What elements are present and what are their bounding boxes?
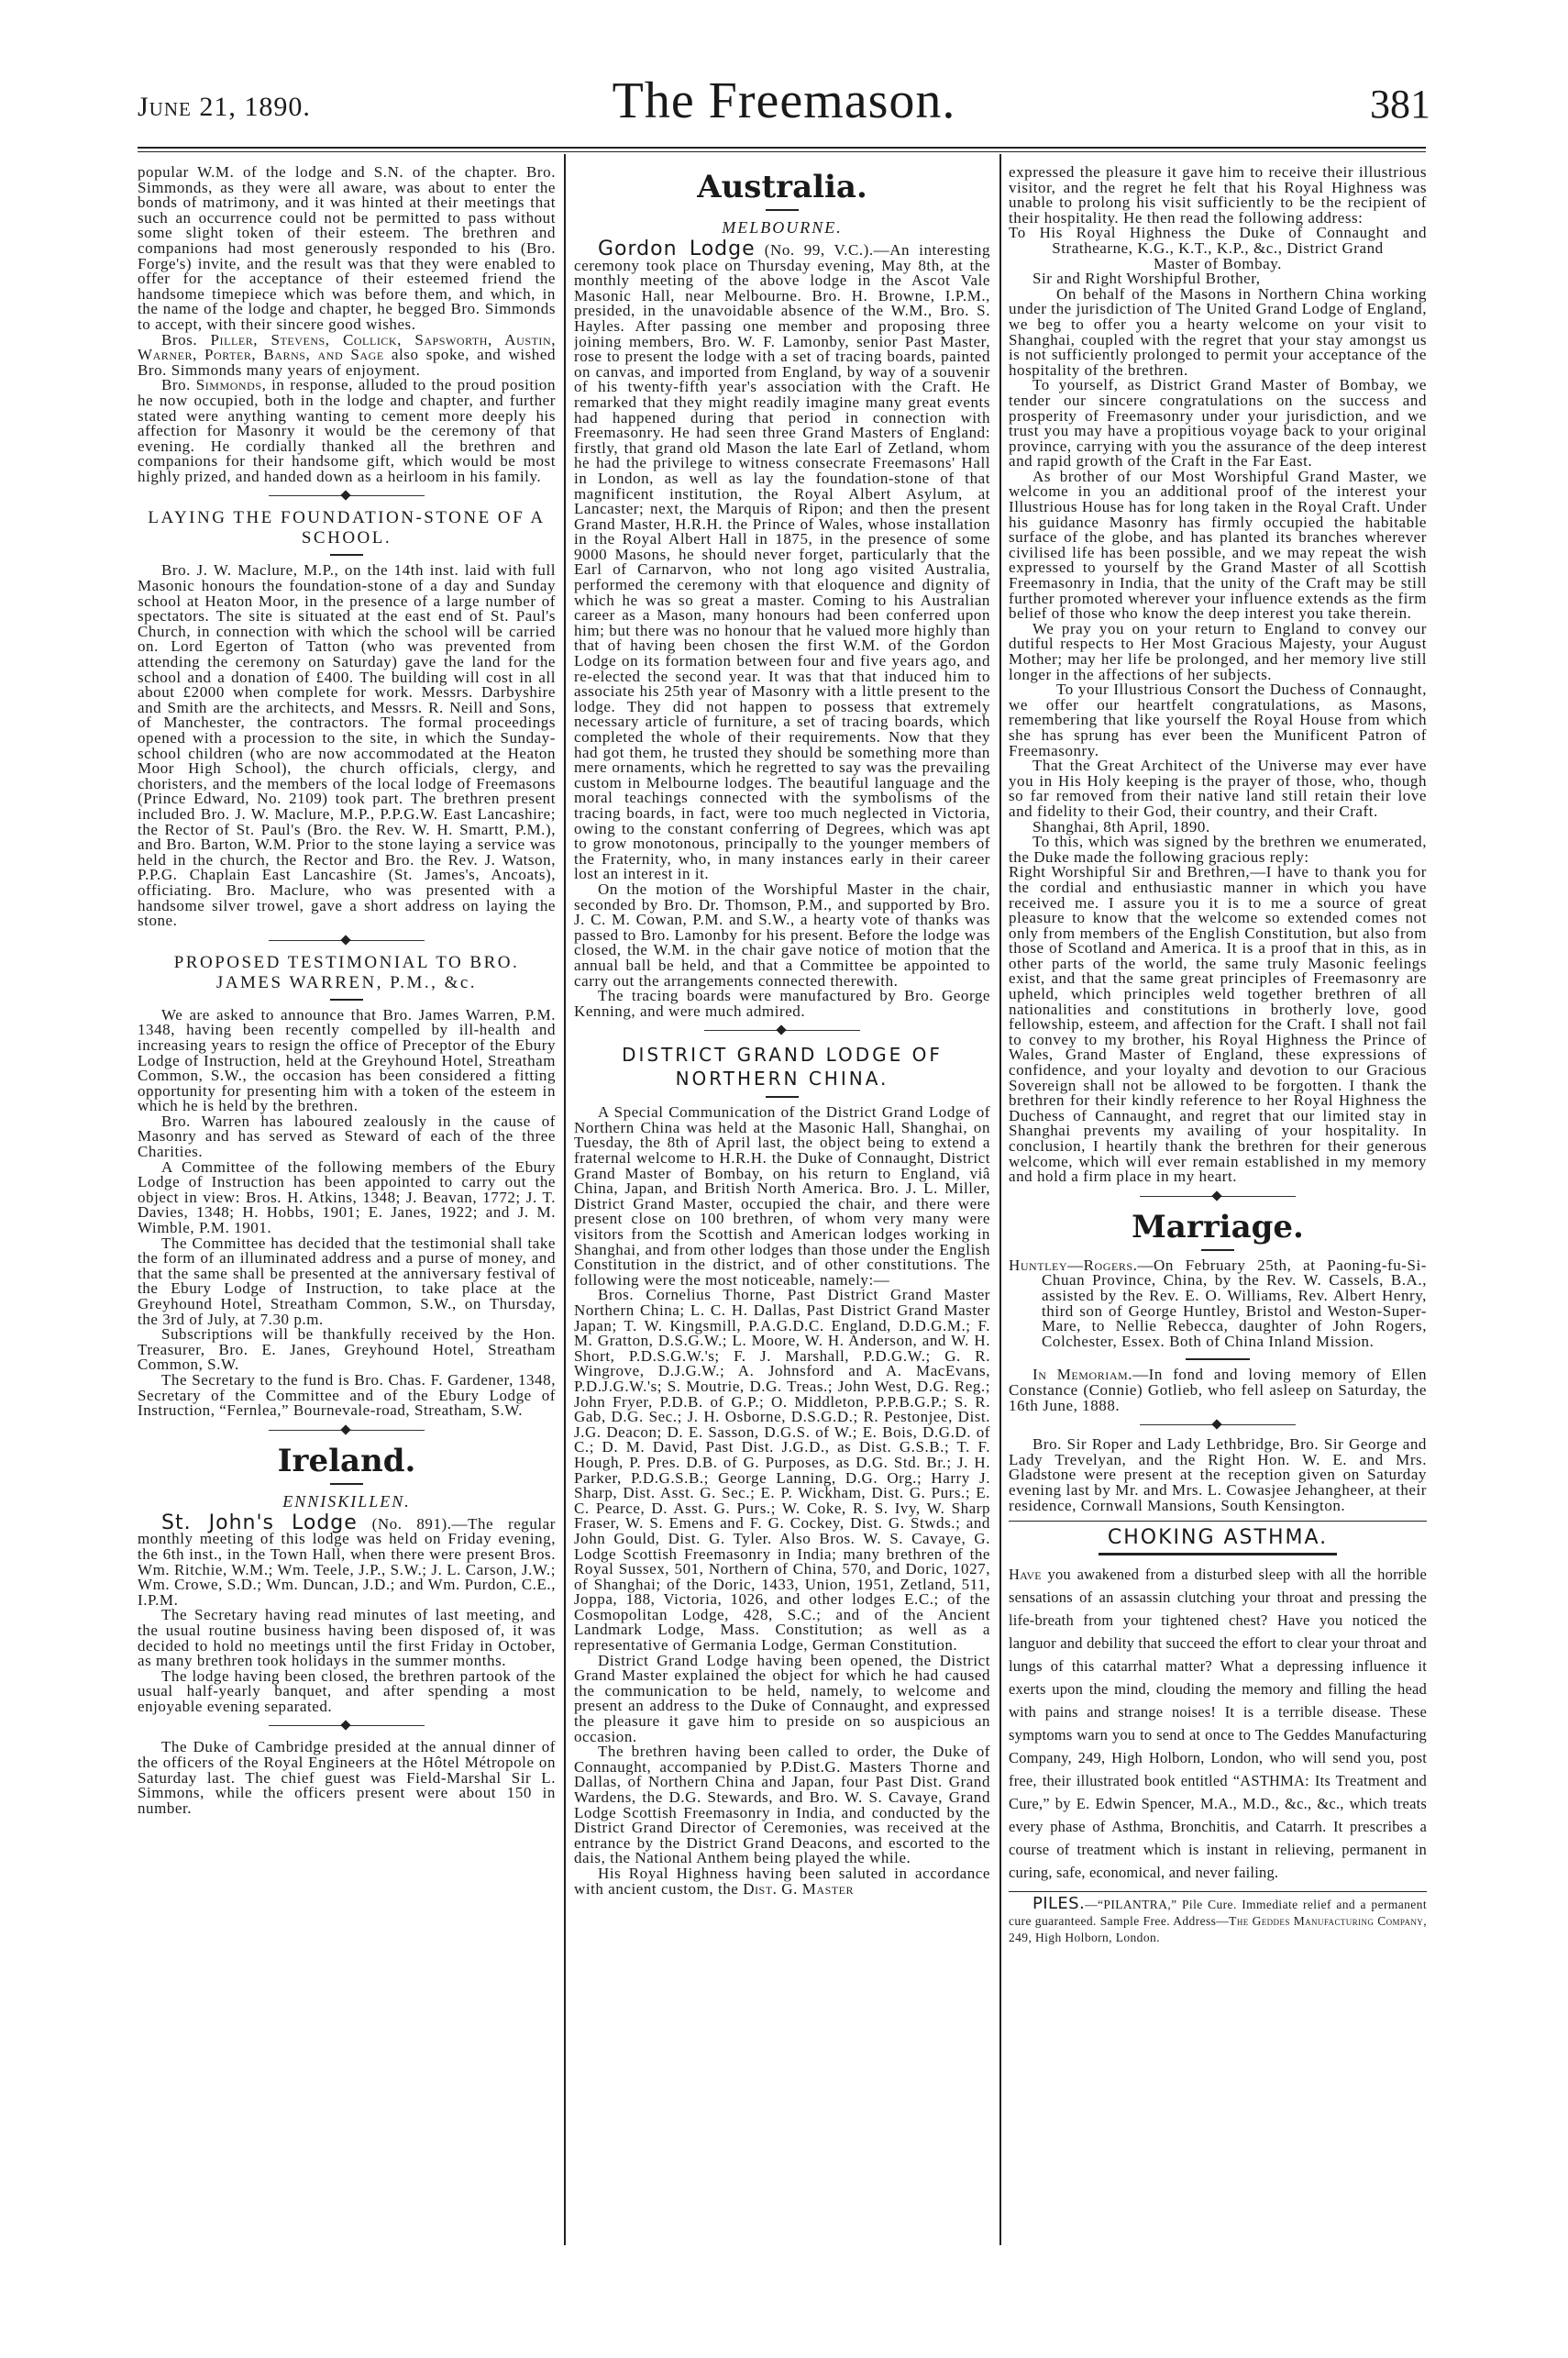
paragraph: Bro. J. W. Maclure, M.P., on the 14th inst. laid with full Masonic honours the foundation-stone of a day and Sunday school at Heaton Moor, in the presence of a large number of spectators. The site is situated at the east end of St. Paul's Church, in connection with which the school will be carried on. Lord Egerton of Tatton (who was prevented from attending the ceremony on Saturday) gave the land for the school and a donation of £400. The building will cost in all about £2000 when complete for work. Messrs. Darbyshire and Smith are the architects, and Messrs. R. Neill and Sons, of Manchester, the contractors. The formal proceedings opened with a procession to the site, in which the Sunday-school children (who are now accommodated at the Heaton Moor High School), the church officials, clergy, and choristers, and the members of the local lodge of Freemasons (Prince Edward, No. 2109) took part. The brethren present included Bro. J. W. Maclure, M.P., P.P.G.W. East Lancashire; the Rector of St. Paul's (Bro. the Rev. W. H. Smartt, P.M.), and Bro. Barton, W.M. Prior to the stone laying a service was held in the church, the Rector and Bro. the Rev. J. Watson, P.P.G. Chaplain East Lancashire (St. James's, Ancoats), officiating. Bro. Maclure, who was presented with a handsome silver trowel, gave a short address on laying the stone. — [138, 561, 556, 930]
heading-rule — [330, 999, 363, 1001]
paragraph: As brother of our Most Worshipful Grand Master, we welcome in you an additional proof of the interest your Illustrious House has for long taken in the Royal Craft. Under his guidance Masonry has firmly occupied the habitable surface of the globe, and has planted its branches wherever civilised life has been possible, and we may repeat the wish expressed to yourself by the Grand Master of all Scottish Freemasonry in India, that the unity of the Craft may be still further promoted wherever your influence extends as the firm belief of those who know the deep interest you take therein. — [1009, 467, 1427, 623]
paragraph: The Secretary having read minutes of last meeting, and the usual routine business having been disposed of, it was decided to hold no meetings until the first Friday in October, as many brethren took holidays in the summer months. — [138, 1606, 556, 1670]
heading-rule — [1201, 1249, 1234, 1251]
lead-smallcaps: Have — [1009, 1566, 1042, 1584]
text: (No. 99, V.C.).—An interesting ceremony took place on Thursday evening, May 8th, at the monthly meeting of the above lodge in the Ascot Vale Masonic Hall, near Melbourne. Bro. H. Browne, I.P.M., presided, in the unavoidable absence of the W.M., Bro. S. Hayles. After passing one member and proposing three joining members, Bro. W. F. Lamonby, senior Past Master, rose to present the lodge with a set of tracing boards, painted on canvas, and imported from England, by way of a souvenir of his twenty-fifth year's association with the Craft. He remarked that they might readily imagine many great events had happened during that period in connection with Freemasonry. He had seen three Grand Masters of England: firstly, that grand old Mason the late Earl of Zetland, whom he had the privilege to witness consecrate Freemasons' Hall in London, as well as lay the foundation-stone of that magnificent institution, the Royal Albert Asylum, at Lancaster; next, the Marquis of Ripon; and then the present Grand Master, H.R.H. the Prince of Wales, whose installation in the Royal Albert Hall in 1875, in the presence of some 9000 Masons, he should never forget, particularly that the Earl of Carnarvon, who not long ago visited Australia, performed the ceremony with that eloquence and dignity of which he was so great a master. Coming to his Australian career as a Mason, many honours had been conferred upon him; but there was no honour that he valued more highly than that of having been chosen the first W.M. of the Gordon Lodge on its formation between four and five years ago, and re-elected the second year. It was that that induced him to associate his 25th year of Masonry with a little present to the lodge. They did not happen to possess that extremely necessary article of furniture, a set of tracing boards, which completed the whole of their requirements. Now that they had got them, he trusted they should be something more than mere ornaments, which he regretted to say was the prevailing custom in Melbourne lodges. The beautiful language and the moral teachings connected with the symbolisms of the tracing boards, in fact, were too much neglected in Victoria, owing to the constant conferring of Degrees, which was apt to grow monotonous, principally to the younger members of the Fraternity, who, in many instances early in their career lost an interest in it. — [574, 241, 990, 883]
text: also spoke, and wished Bro. Simmonds many years of enjoyment. — [138, 346, 556, 379]
section-divider — [269, 488, 425, 503]
address-date: Shanghai, 8th April, 1890. — [1032, 817, 1210, 836]
heading-rule — [330, 554, 363, 556]
column-right — [1009, 165, 1427, 2247]
paragraph: Right Worshipful Sir and Brethren,—I have to thank you for the cordial and enthusiastic manner in which you have received me. I assure you it is to me a source of great pleasure to know that the welcome so extended comes not only from members of the English Constitution, but also from those of Scotland and America. It is a proof that in this, as in other parts of the world, the same truly Masonic feelings exist, and that the same great principles of Freemasonry are upheld, which principles weld together brethren of all nationalities and constitutions in brotherly love, good fellowship, esteem, and affection for the Craft. I shall not fail to convey to my brother, his Royal Highness the Prince of Wales, Grand Master of England, these expressions of confidence, and your loyalty and devotion to our Gracious Sovereign shall not be allowed to be forgotten. I thank the brethren for their kindly reference to her Royal Highness the Duchess of Cannaught, and regret that our limited stay in Shanghai prevents my availing of your hospitality. In conclusion, I heartily thank the brethren for their generous welcome, which will ever remain established in my memory and hold a firm place in my heart. — [1009, 863, 1427, 1186]
text: —On February 25th, at Paoning-fu-Si-Chuan Province, China, by the Rev. W. Cassels, B.A., assisted by the Rev. E. O. Williams, Rev. Albert Henry, third son of George Huntley, Bristol and Weston-Super-Mare, to Nellie Rebecca, daughter of John Rogers, Colchester, Essex. Both of China Inland Mission. — [1042, 1256, 1427, 1350]
section-divider — [704, 1023, 860, 1037]
paragraph: The brethren having been called to order, the Duke of Connaught, accompanied by P.Dist.G. Masters Thorne and Dallas, of Northern China and Japan, four Past Dist. Grand Wardens, the D.G. Stewards, and Bro. W. S. Cavaye, Grand Lodge Scottish Freemasonry in India, and conducted by the District Grand Director of Ceremonies, was received at the entrance by the District Grand Deacons, and escorted to the dais, the National Anthem being played the while. — [574, 1743, 990, 1867]
paragraph: A Committee of the following members of the Ebury Lodge of Instruction has been appointed to carry out the object in view: Bros. H. Atkins, 1348; J. Beavan, 1772; J. T. Davies, 1348; H. Hobbs, 1901; E. Janes, 1922; and J. M. Wimble, P.M. 1901. — [138, 1157, 556, 1237]
names-smallcaps: Piller, Stevens, Collick, Sapsworth, Austin, Warner, Porter, Barns, and Sage — [138, 330, 556, 364]
column-rule — [999, 154, 1001, 2245]
marriage-notice — [1009, 1258, 1427, 1350]
advert-heading: CHOKING ASTHMA. — [1099, 1525, 1337, 1555]
section-divider — [1140, 1189, 1296, 1203]
masthead-title: The Freemason. — [612, 72, 956, 129]
section-divider — [1140, 1417, 1296, 1432]
text: Bro. — [161, 376, 196, 394]
text: —In fond and loving memory of Ellen Constance (Connie) Gotlieb, who fell asleep on Saturday, the 16th June, 1888. — [1009, 1366, 1427, 1414]
paragraph: On behalf of the Masons in Northern China working under the jurisdiction of The United Grand Lodge of England, we beg to offer you a hearty welcome on your visit to Shanghai, coupled with the regret that your stay amongst us is not sufficiently prolonged to permit your acceptance of the hospitality of the brethren. — [1009, 284, 1427, 379]
paragraph — [138, 378, 556, 484]
paragraph: Bro. Warren has laboured zealously in the cause of Masonry and has served as Steward of each of the three Charities. — [138, 1112, 556, 1161]
heading-rule — [330, 1483, 363, 1485]
paragraph — [574, 238, 990, 883]
paragraph: District Grand Lodge having been opened, the District Grand Master explained the object for which he had caused the communication to be held, namely, to welcome and present an address to the Duke of Connaught, and expressed the pleasure it gave him to preside on so auspicious an occasion. — [574, 1651, 990, 1745]
paragraph: To yourself, as District Grand Master of Bombay, we tender our sincere congratulations on the success and prosperity of Freemasonry under your jurisdiction, and we trust you may have a propitious voyage back to your original province, carrying with you the assurance of the deep interest and rapid growth of the Craft in the Far East. — [1009, 376, 1427, 470]
text: , 249, High Holborn, London. — [1009, 1914, 1427, 1945]
paragraph: The Duke of Cambridge presided at the annual dinner of the officers of the Royal Engineers at the Hôtel Métropole on Saturday last. The chief guest was Field-Marshal Sir L. Simmons, while the officers present were about 150 in number. — [138, 1738, 556, 1817]
paragraph — [138, 1511, 556, 1609]
text: you awakened from a disturbed sleep with all the horrible sensations of an assassin clutching your throat and pressing the life-breath from your tightened chest? Have you noticed the languor and debility that succeed the effort to clear your throat and lungs of this catarrhal matter? What a depressing influence it exerts upon the mind, clouding the memory and filling the head with pains and strange noises! It is a terrible disease. These symptoms warn you to send at once to The Geddes Manufacturing Company, 249, High Holborn, London, who will send you, post free, their illustrated book entitled “ASTHMA: Its Treatment and Cure,” by E. Edwin Spencer, M.A., M.D., &c., &c., which treats every phase of Asthma, Bronchitis, and Catarrh. It prescribes a course of treatment which is instant in relieving, permanent in curing, safe, economical, and never failing. — [1009, 1566, 1427, 1882]
paragraph: The Secretary to the fund is Bro. Chas. F. Gardener, 1348, Secretary of the Committee and of the Ebury Lodge of Instruction, “Fernlea,” Bournevale-road, Streatham, S.W. — [138, 1370, 556, 1420]
column-left — [138, 165, 556, 2247]
address-recipient: Strathearne, K.G., K.T., K.P., &c., District Grand — [1052, 238, 1384, 257]
paragraph: A Special Communication of the District Grand Lodge of Northern China was held at the Masonic Hall, Shanghai, on Tuesday, the 8th of April last, the object being to extend a fraternal welcome to H.R.H. the Duke of Connaught, District Grand Master of Bombay, on his return to England, viâ China, Japan, and British North America. Bro. J. L. Miller, District Grand Master, occupied the chair, and there were present close on 100 brethren, of whom very many were visitors from the Scottish and American lodges working in Shanghai, and from other lodges than those under the English Constitution in the district, and of other constitutions. The following were the most noticeable, namely:— — [574, 1103, 990, 1289]
text: (No. 891).—The regular monthly meeting of this lodge was held on Friday evening, the 6th inst., in the Town Hall, when there were present Bros. Wm. Ritchie, W.M.; Wm. Teele, J.P., S.W.; J. L. Carson, J.W.; Wm. Crowe, S.D.; Wm. Duncan, J.D.; and Wm. Purdon, C.E., I.P.M. — [138, 1514, 556, 1609]
page-number: 381 — [1370, 82, 1430, 127]
column-middle — [574, 165, 990, 2247]
advert-rule — [1009, 1891, 1427, 1892]
paragraph: The lodge having been closed, the brethren partook of the usual half-yearly banquet, and after spending a most enjoyable evening separated. — [138, 1666, 556, 1715]
paragraph: Bro. Sir Roper and Lady Lethbridge, Bro. Sir George and Lady Trevelyan, and the Right Hon. W. E. and Mrs. Gladstone were present at the reception given on Saturday evening last by Mr. and Mrs. L. Cowasjee Jehangheer, at their residence, Cornwall Mansions, South Kensington. — [1009, 1435, 1427, 1514]
place-subheading: MELBOURNE. — [722, 218, 843, 237]
section-divider — [269, 1718, 425, 1733]
paragraph: The Committee has decided that the testimonial shall take the form of an illuminated address and a purse of money, and that the same shall be presented at the anniversary festival of the Ebury Lodge of Instruction, to take place at the Greyhound Hotel, Streatham Common, S.W., on Thursday, the 3rd of July, at 7.30 p.m. — [138, 1234, 556, 1328]
article-heading: DISTRICT GRAND LODGE OF NORTHERN CHINA. — [622, 1044, 943, 1090]
names-smallcaps: Huntley—Rogers. — [1009, 1256, 1138, 1274]
text: Bros. — [161, 330, 211, 349]
paragraph: To this, which was signed by the brethren we enumerated, the Duke made the following gracious reply: — [1009, 833, 1427, 866]
memoriam-notice — [1009, 1367, 1427, 1413]
advert-body — [1009, 1563, 1427, 1884]
header-rule — [138, 147, 1426, 152]
paragraph: To your Illustrious Consort the Duchess of Connaught, we offer our heartfelt congratulations, as Masons, remembering that like yourself the Royal House from which she has sprung has ever been the Munificent Patron of Freemasonry. — [1009, 681, 1427, 759]
advert-lead: PILES. — [1032, 1894, 1086, 1914]
issue-date: June 21, 1890. — [138, 92, 311, 122]
advert-rule — [1009, 1521, 1427, 1522]
paragraph: Subscriptions will be thankfully received by the Hon. Treasurer, Bro. E. Janes, Greyhound Hotel, Streatham Common, S.W. — [138, 1325, 556, 1374]
article-heading: PROPOSED TESTIMONIAL TO BRO. JAMES WARREN, P.M., &c. — [173, 952, 520, 992]
name-smallcaps: Simmonds — [195, 376, 262, 394]
paragraph — [138, 330, 556, 379]
article-heading: LAYING THE FOUNDATION-STONE OF A SCHOOL. — [148, 508, 546, 548]
address-recipient: To His Royal Highness the Duke of Connaught and — [1009, 224, 1427, 242]
salutation: Sir and Right Worshipful Brother, — [1032, 270, 1261, 288]
paragraph: We pray you on your return to England to convey our dutiful respects to Her Most Gracious Majesty, your August Mother; may her life be prolonged, and her memory live still longer in the affections of her subjects. — [1009, 619, 1427, 683]
text: —“PILANTRA,” Pile Cure. Immediate relief and a permanent cure guaranteed. Sample Free. Address— — [1009, 1898, 1427, 1929]
heading-rule — [766, 209, 799, 211]
heading-rule — [766, 1096, 799, 1098]
label-smallcaps: In Memoriam. — [1032, 1366, 1133, 1384]
section-divider — [269, 933, 425, 947]
text: , in response, alluded to the proud position he now occupied, both in the lodge and chapter, and further stated were anything wanting to cement more deeply his affection for Masonry it would be the ceremony of that evening. He cordially thanked all the brethren and companions for their handsome gift, which would be most highly prized, and handed down as a heirloom in his family. — [138, 376, 556, 485]
paragraph: We are asked to announce that Bro. James Warren, P.M. 1348, having been recently compelled by ill-health and increasing years to resign the office of Preceptor of the Ebury Lodge of Instruction, held at the Greyhound Hotel, Streatham Common, S.W., the occasion has been considered a fitting opportunity for presenting him with a token of the esteem in which he is held by the brethren. — [138, 1005, 556, 1115]
address-recipient: Master of Bombay. — [1154, 254, 1282, 272]
text: His Royal Highness having been saluted in accordance with ancient custom, the — [574, 1864, 990, 1898]
paragraph: popular W.M. of the lodge and S.N. of the chapter. Bro. Simmonds, as they were all aware, was about to enter the bonds of matrimony, and it was hinted at their meetings that such an occurrence could not be permitted to pass without some slight token of their esteem. The brethren and companions had most generously responded to his (Bro. Forge's) invite, and the result was that they were enabled to offer for the acceptance of their esteemed friend the handsome timepiece which was before them, and which, in the name of the lodge and chapter, he begged Bro. Simmonds to accept, with their sincere good wishes. — [138, 165, 556, 333]
title-smallcaps: Dist. G. Master — [743, 1879, 855, 1898]
paragraph: That the Great Architect of the Universe may ever have you in His Holy keeping is the prayer of those, who, though so far removed from their native land still retain their love and fidelity to their God, their country, and their Craft. — [1009, 757, 1427, 820]
paragraph — [574, 1866, 990, 1897]
column-rule — [564, 154, 566, 2245]
paragraph: On the motion of the Worshipful Master in the chair, seconded by Bro. Dr. Thomson, P.M., and supported by Bro. J. C. M. Cowan, P.M. and S.W., a hearty vote of thanks was passed to Bro. Lamonby for his present. Before the lodge was closed, the W.M. in the chair gave notice of motion that the annual ball be held, and that a Committee be appointed to carry out the arrangements connected therewith. — [574, 880, 990, 990]
section-heading: Ireland. — [277, 1442, 416, 1479]
notice-rule — [1186, 1358, 1250, 1360]
place-subheading: ENNISKILLEN. — [282, 1491, 411, 1511]
company-smallcaps: The Geddes Manufacturing Company — [1229, 1914, 1424, 1929]
section-heading: Australia. — [697, 169, 867, 205]
lodge-name: Gordon Lodge — [598, 238, 756, 260]
lodge-name: St. John's Lodge — [161, 1511, 358, 1534]
section-divider — [269, 1423, 425, 1437]
section-heading: Marriage. — [1132, 1208, 1304, 1245]
paragraph: The tracing boards were manufactured by Bro. George Kenning, and were much admired. — [574, 987, 990, 1020]
advert-piles — [1009, 1896, 1427, 1946]
paragraph: Bros. Cornelius Thorne, Past District Grand Master Northern China; L. C. H. Dallas, Past District Grand Master Japan; T. W. Kingsmill, P.A.G.D.C. England, D.D.G.M.; F. M. Gratton, D.S.G.W.; L. Moore, W. H. Anderson, and W. H. Short, P.D.S.G.W.'s; F. J. Marshall, P.D.G.W.; G. R. Wingrove, D.J.G.W.; A. Johnsford and A. MacEvans, P.D.J.G.W.'s; S. Moutrie, D.G. Treas.; John West, D.G. Reg.; John Fryer, P.D.B. of G.P.; O. Middleton, P.P.B.G.P.; S. R. Gab, D.G. Sec.; J. H. Osborne, D.S.G.D.; R. Pestonjee, Dist. J.G. Deacon; D. E. Sasson, D.G.S. of W.; E. Bois, D.G.D. of C.; D. M. David, Past Dist. J.G.D., as Dist. G.S.B.; T. F. Hough, P. Pres. D.B. of G. Purposes, as D.G. Std. Br.; J. H. Parker, P.D.G.S.B.; George Lanning, D.G. Org.; Harry J. Sharp, Dist. Asst. G. Sec.; E. P. Wickham, Dist. G. Purs.; E. C. Pearce, D. Asst. G. Purs.; W. Coke, R. S. Ivy, W. Sharp Fraser, W. S. Emens and F. G. Cockey, Dist. G. Stwds.; and John Gould, Dist. G. Tyler. Also Bros. W. S. Cavaye, G. Lodge Scottish Freemasonry in India; many brethren of the Royal Sussex, 501, Northern of China, 570, and Doric, 1027, of Shanghai; of the Doric, 1433, Union, 1951, Zetland, 511, Joppa, 188, Victoria, 1026, and other lodges E.C.; of the Cosmopolitan Lodge, 428, S.C.; and of the Ancient Landmark Lodge, Mass. Constitution; as well as a representative of Germania Lodge, German Constitution. — [574, 1286, 990, 1655]
paragraph: expressed the pleasure it gave him to receive their illustrious visitor, and the regret he felt that his Royal Highness was unable to prolong his visit sufficiently to be the recipient of their hospitality. He then read the following address: — [1009, 165, 1427, 227]
